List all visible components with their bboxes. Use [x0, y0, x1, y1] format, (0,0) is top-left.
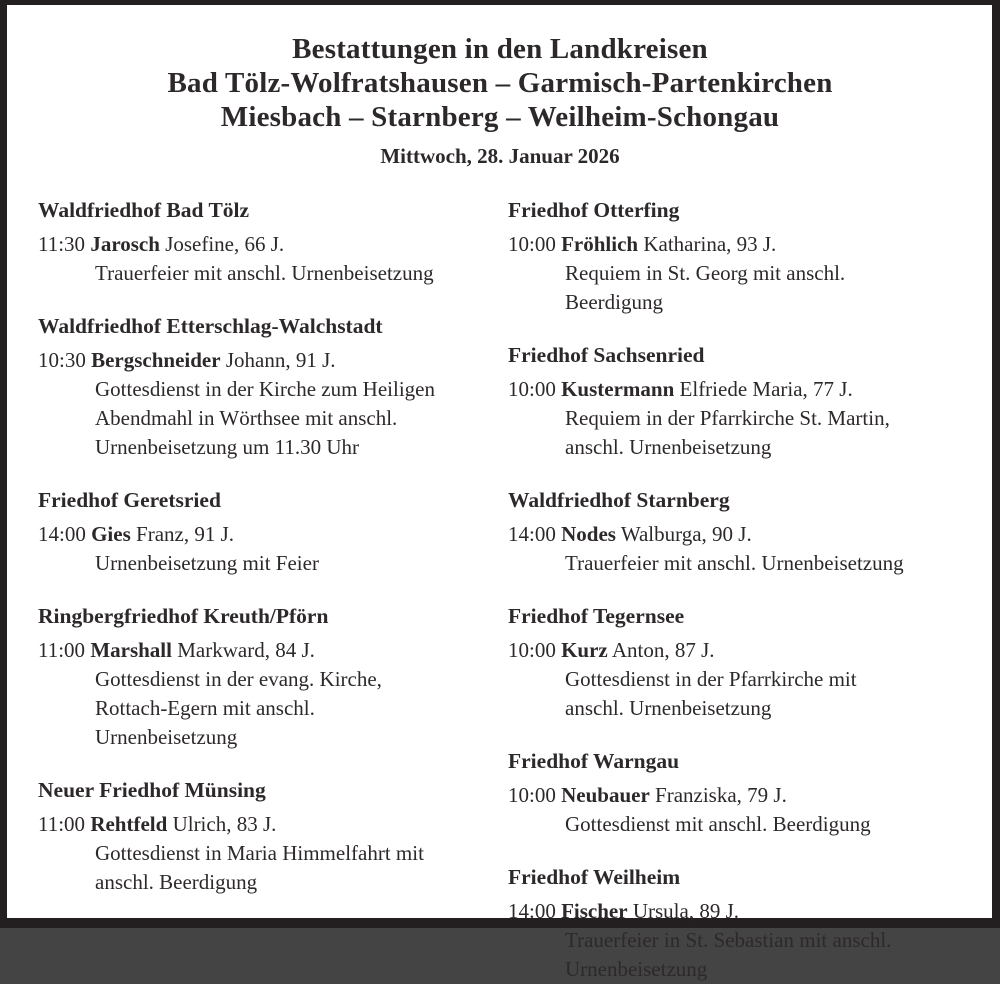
cemetery-name: Ringbergfriedhof Kreuth/Pförn: [38, 604, 329, 628]
entry-surname: Kustermann: [561, 377, 675, 401]
entry-detail-line: Trauerfeier in St. Sebastian mit anschl.: [565, 928, 892, 952]
cemetery-section: [508, 602, 962, 723]
entry-detail-line: Rottach-Egern mit anschl.: [95, 696, 315, 720]
entry-detail-line: anschl. Urnenbeisetzung: [565, 696, 772, 720]
cemetery-name: Waldfriedhof Bad Tölz: [38, 198, 250, 222]
entry-detail-line: Urnenbeisetzung: [95, 725, 238, 749]
entry-surname: Nodes: [561, 522, 616, 546]
entry-surname: Gies: [91, 522, 131, 546]
entry-person-age: Franz, 91 J.: [136, 522, 235, 546]
entry-detail-line: Gottesdienst in der Pfarrkirche mit: [565, 667, 857, 691]
entry-person-age: Elfriede Maria, 77 J.: [679, 377, 853, 401]
entry-person-age: Katharina, 93 J.: [643, 232, 777, 256]
cemetery-name: Friedhof Warngau: [508, 749, 680, 773]
entry-surname: Neubauer: [561, 783, 650, 807]
entry-detail-line: Gottesdienst mit anschl. Beerdigung: [565, 812, 871, 836]
cemetery-name: Friedhof Weilheim: [508, 865, 681, 889]
entry-surname: Jarosch: [90, 232, 160, 256]
cemetery-name: Friedhof Otterfing: [508, 198, 680, 222]
cemetery-name: Friedhof Sachsenried: [508, 343, 705, 367]
entry-surname: Fröhlich: [561, 232, 639, 256]
entry-time: 10:00: [508, 638, 556, 662]
funeral-entry: [38, 520, 492, 549]
entry-time: 11:30: [38, 232, 86, 256]
entry-person-age: Franziska, 79 J.: [655, 783, 787, 807]
funeral-entry: [508, 520, 962, 549]
entry-person-age: Markward, 84 J.: [177, 638, 315, 662]
entry-detail-line: Trauerfeier mit anschl. Urnenbeisetzung: [95, 261, 434, 285]
funeral-entry: [38, 636, 492, 665]
column-left: [38, 196, 492, 897]
entry-surname: Bergschneider: [91, 348, 221, 372]
cemetery-section: [38, 776, 492, 897]
entry-time: 10:00: [508, 377, 556, 401]
cemetery-section: [508, 196, 962, 317]
entry-time: 11:00: [38, 638, 86, 662]
page-title: [38, 32, 962, 134]
entry-person-age: Johann, 91 J.: [225, 348, 336, 372]
entry-detail-line: Requiem in St. Georg mit anschl.: [565, 261, 846, 285]
cemetery-name: Neuer Friedhof Münsing: [38, 778, 266, 802]
masthead: [38, 32, 962, 169]
cemetery-name: Friedhof Geretsried: [38, 488, 221, 512]
funeral-entry: [508, 375, 962, 404]
funeral-entry: [508, 897, 962, 926]
cemetery-section: [38, 602, 492, 752]
funeral-entry: [508, 636, 962, 665]
cemetery-section: [508, 747, 962, 839]
entry-time: 10:30: [38, 348, 86, 372]
entry-detail-line: Gottesdienst in Maria Himmelfahrt mit: [95, 841, 424, 865]
entry-detail-line: Urnenbeisetzung: [565, 957, 708, 981]
cemetery-name: Friedhof Tegernsee: [508, 604, 685, 628]
entry-surname: Rehtfeld: [90, 812, 168, 836]
entry-person-age: Anton, 87 J.: [611, 638, 715, 662]
funeral-entry: [38, 810, 492, 839]
entry-detail-line: Urnenbeisetzung um 11.30 Uhr: [95, 435, 359, 459]
funeral-entry: [38, 230, 492, 259]
entry-detail-line: anschl. Urnenbeisetzung: [565, 435, 772, 459]
entry-person-age: Walburga, 90 J.: [620, 522, 752, 546]
title-line-1: Bestattungen in den Landkreisen: [292, 33, 708, 65]
entry-detail-line: Urnenbeisetzung mit Feier: [95, 551, 319, 575]
column-right: [508, 196, 962, 984]
entry-detail-line: anschl. Beerdigung: [95, 870, 258, 894]
entry-time: 10:00: [508, 232, 556, 256]
entry-detail-line: Abendmahl in Wörthsee mit anschl.: [95, 406, 398, 430]
entry-surname: Marshall: [90, 638, 172, 662]
entry-detail-line: Gottesdienst in der Kirche zum Heiligen: [95, 377, 435, 401]
funeral-entry: [508, 230, 962, 259]
entry-person-age: Josefine, 66 J.: [165, 232, 285, 256]
cemetery-name: Waldfriedhof Starnberg: [508, 488, 730, 512]
cemetery-section: [508, 863, 962, 984]
entry-surname: Kurz: [561, 638, 608, 662]
funeral-entry: [508, 781, 962, 810]
funeral-entry: [38, 346, 492, 375]
date-line: Mittwoch, 28. Januar 2026: [380, 144, 620, 168]
cemetery-section: [38, 196, 492, 288]
title-line-2: Bad Tölz-Wolfratshausen – Garmisch-Partenkirchen: [167, 67, 833, 99]
cemetery-section: [38, 486, 492, 578]
entry-person-age: Ursula, 89 J.: [632, 899, 739, 923]
cemetery-section: [508, 341, 962, 462]
cemetery-name: Waldfriedhof Etterschlag-Walchstadt: [38, 314, 383, 338]
entry-time: 14:00: [508, 899, 556, 923]
entry-time: 14:00: [508, 522, 556, 546]
entry-time: 11:00: [38, 812, 86, 836]
entry-detail-line: Trauerfeier mit anschl. Urnenbeisetzung: [565, 551, 904, 575]
entry-time: 10:00: [508, 783, 556, 807]
entry-detail-line: Gottesdienst in der evang. Kirche,: [95, 667, 382, 691]
cemetery-section: [38, 312, 492, 462]
title-line-3: Miesbach – Starnberg – Weilheim-Schongau: [220, 101, 780, 133]
cemetery-section: [508, 486, 962, 578]
entry-person-age: Ulrich, 83 J.: [172, 812, 277, 836]
entry-detail-line: Beerdigung: [565, 290, 663, 314]
entry-surname: Fischer: [561, 899, 628, 923]
entry-time: 14:00: [38, 522, 86, 546]
announcement-columns: [38, 196, 962, 984]
entry-detail-line: Requiem in der Pfarrkirche St. Martin,: [565, 406, 890, 430]
